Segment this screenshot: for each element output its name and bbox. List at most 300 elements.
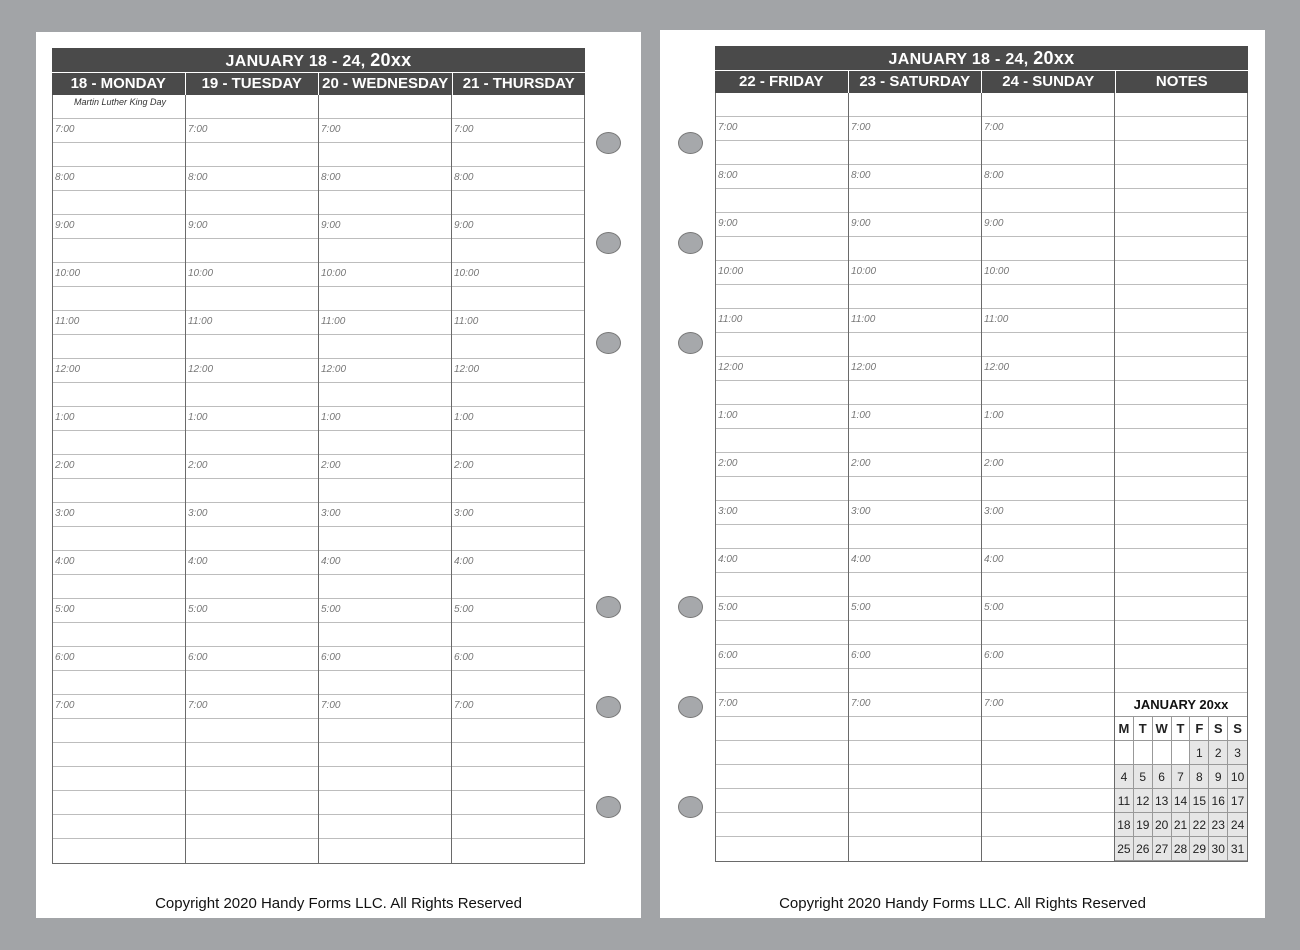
half-slot (849, 813, 981, 837)
half-slot (186, 575, 318, 599)
half-slot (982, 141, 1114, 165)
day-column (716, 93, 848, 861)
half-slot (452, 479, 584, 503)
holiday-cell: Martin Luther King Day (53, 95, 185, 119)
half-slot (716, 813, 848, 837)
half-slot (982, 741, 1114, 765)
half-slot (452, 671, 584, 695)
time-slot: 2:00 (186, 455, 318, 479)
binder-hole (678, 232, 703, 254)
calendar-day: 2 (1209, 741, 1228, 765)
binder-hole (596, 796, 621, 818)
time-slot: 7:00 (982, 117, 1114, 141)
half-slot (1115, 189, 1247, 213)
half-slot (849, 141, 981, 165)
mini-calendar (1115, 694, 1247, 861)
time-slot: 8:00 (319, 167, 451, 191)
half-slot (53, 335, 185, 359)
holiday-cell (716, 93, 848, 117)
time-slot: 12:00 (452, 359, 584, 383)
half-slot (53, 791, 185, 815)
day-column (451, 95, 584, 863)
half-slot (186, 767, 318, 791)
calendar-day: 27 (1153, 837, 1172, 861)
half-slot (319, 431, 451, 455)
calendar-day: 30 (1209, 837, 1228, 861)
half-slot (452, 527, 584, 551)
holiday-cell (849, 93, 981, 117)
calendar-day: 16 (1209, 789, 1228, 813)
half-slot (452, 743, 584, 767)
half-slot (1115, 381, 1247, 405)
half-slot (53, 839, 185, 863)
half-slot (186, 383, 318, 407)
half-slot (53, 575, 185, 599)
half-slot (1115, 405, 1247, 429)
time-slot: 12:00 (716, 357, 848, 381)
time-slot: 3:00 (319, 503, 451, 527)
binder-hole (678, 796, 703, 818)
half-slot (716, 621, 848, 645)
half-slot (849, 837, 981, 861)
half-slot (186, 527, 318, 551)
half-slot (452, 143, 584, 167)
time-slot: 7:00 (319, 119, 451, 143)
calendar-day: 14 (1172, 789, 1191, 813)
time-slot: 12:00 (982, 357, 1114, 381)
half-slot (452, 335, 584, 359)
time-slot: 6:00 (452, 647, 584, 671)
calendar-day: 12 (1134, 789, 1153, 813)
time-slot: 7:00 (53, 119, 185, 143)
half-slot (982, 621, 1114, 645)
day-columns (52, 95, 585, 864)
half-slot (849, 789, 981, 813)
half-slot (849, 573, 981, 597)
calendar-day: 26 (1134, 837, 1153, 861)
week-range: JANUARY 18 - 24, (888, 51, 1029, 68)
week-title (52, 48, 585, 72)
half-slot (982, 237, 1114, 261)
time-slot: 11:00 (319, 311, 451, 335)
half-slot (319, 839, 451, 863)
half-slot (982, 765, 1114, 789)
half-slot (716, 525, 848, 549)
time-slot: 4:00 (716, 549, 848, 573)
half-slot (982, 477, 1114, 501)
half-slot (982, 381, 1114, 405)
day-column (848, 93, 981, 861)
half-slot (319, 623, 451, 647)
day-column (53, 95, 185, 863)
binder-hole (678, 332, 703, 354)
calendar-day: 19 (1134, 813, 1153, 837)
weekday-label: F (1190, 717, 1209, 741)
half-slot (1115, 357, 1247, 381)
half-slot (849, 621, 981, 645)
binder-hole (678, 132, 703, 154)
time-slot: 7:00 (849, 693, 981, 717)
time-slot: 7:00 (319, 695, 451, 719)
weekday-label: T (1172, 717, 1191, 741)
half-slot (716, 333, 848, 357)
half-slot (1115, 501, 1247, 525)
time-slot: 11:00 (186, 311, 318, 335)
holiday-cell (319, 95, 451, 119)
time-slot: 7:00 (716, 117, 848, 141)
time-slot: 5:00 (716, 597, 848, 621)
time-slot: 6:00 (53, 647, 185, 671)
half-slot (982, 429, 1114, 453)
calendar-day: 22 (1190, 813, 1209, 837)
half-slot (319, 743, 451, 767)
calendar-day (1134, 741, 1153, 765)
time-slot: 11:00 (716, 309, 848, 333)
half-slot (1115, 141, 1247, 165)
half-slot (53, 383, 185, 407)
half-slot (319, 335, 451, 359)
half-slot (186, 335, 318, 359)
half-slot (982, 573, 1114, 597)
half-slot (716, 573, 848, 597)
time-slot: 10:00 (53, 263, 185, 287)
binder-hole (596, 132, 621, 154)
calendar-day: 21 (1172, 813, 1191, 837)
time-slot: 3:00 (849, 501, 981, 525)
time-slot: 12:00 (849, 357, 981, 381)
half-slot (716, 429, 848, 453)
half-slot (53, 479, 185, 503)
half-slot (452, 431, 584, 455)
half-slot (982, 333, 1114, 357)
time-slot: 12:00 (319, 359, 451, 383)
half-slot (849, 741, 981, 765)
weekday-label: T (1134, 717, 1153, 741)
half-slot (452, 791, 584, 815)
time-slot: 6:00 (186, 647, 318, 671)
half-slot (1115, 573, 1247, 597)
day-header: 18 - MONDAY (52, 73, 185, 95)
half-slot (1115, 645, 1247, 669)
half-slot (1115, 453, 1247, 477)
time-slot: 3:00 (716, 501, 848, 525)
half-slot (716, 717, 848, 741)
day-column (981, 93, 1114, 861)
time-slot: 10:00 (982, 261, 1114, 285)
half-slot (53, 287, 185, 311)
half-slot (319, 191, 451, 215)
calendar-day: 18 (1115, 813, 1134, 837)
half-slot (319, 479, 451, 503)
half-slot (849, 429, 981, 453)
week-year: 20xx (370, 50, 412, 70)
half-slot (186, 815, 318, 839)
mini-calendar-grid (1115, 716, 1247, 861)
half-slot (319, 287, 451, 311)
binder-hole (596, 332, 621, 354)
holiday-cell (982, 93, 1114, 117)
half-slot (716, 837, 848, 861)
calendar-day: 28 (1172, 837, 1191, 861)
day-columns (715, 93, 1248, 862)
calendar-day: 17 (1228, 789, 1247, 813)
half-slot (849, 189, 981, 213)
half-slot (186, 191, 318, 215)
calendar-day: 23 (1209, 813, 1228, 837)
time-slot: 7:00 (186, 119, 318, 143)
day-header-row (52, 73, 585, 95)
calendar-day (1172, 741, 1191, 765)
time-slot: 7:00 (716, 693, 848, 717)
half-slot (982, 789, 1114, 813)
time-slot: 5:00 (452, 599, 584, 623)
half-slot (849, 765, 981, 789)
time-slot: 2:00 (849, 453, 981, 477)
calendar-day: 3 (1228, 741, 1247, 765)
time-slot: 9:00 (53, 215, 185, 239)
time-slot: 9:00 (716, 213, 848, 237)
half-slot (1115, 261, 1247, 285)
day-header: 24 - SUNDAY (981, 71, 1115, 93)
time-slot: 10:00 (716, 261, 848, 285)
week-title (715, 46, 1248, 70)
half-slot (319, 815, 451, 839)
half-slot (1115, 621, 1247, 645)
time-slot: 8:00 (186, 167, 318, 191)
half-slot (1115, 213, 1247, 237)
half-slot (849, 381, 981, 405)
time-slot: 4:00 (319, 551, 451, 575)
time-slot: 11:00 (982, 309, 1114, 333)
time-slot: 12:00 (186, 359, 318, 383)
calendar-day: 10 (1228, 765, 1247, 789)
half-slot (849, 477, 981, 501)
time-slot: 9:00 (186, 215, 318, 239)
calendar-day: 1 (1190, 741, 1209, 765)
time-slot: 9:00 (319, 215, 451, 239)
half-slot (186, 743, 318, 767)
time-slot: 12:00 (53, 359, 185, 383)
time-slot: 3:00 (186, 503, 318, 527)
half-slot (319, 143, 451, 167)
time-slot: 3:00 (452, 503, 584, 527)
day-header: 19 - TUESDAY (185, 73, 319, 95)
time-slot: 10:00 (186, 263, 318, 287)
half-slot (716, 669, 848, 693)
half-slot (53, 191, 185, 215)
calendar-day: 11 (1115, 789, 1134, 813)
half-slot (982, 837, 1114, 861)
half-slot (186, 839, 318, 863)
half-slot (186, 479, 318, 503)
time-slot: 7:00 (452, 119, 584, 143)
binder-hole (596, 696, 621, 718)
time-slot: 1:00 (186, 407, 318, 431)
weekday-label: W (1153, 717, 1172, 741)
copyright-text: Copyright 2020 Handy Forms LLC. All Rights Reserved (155, 895, 522, 912)
time-slot: 4:00 (186, 551, 318, 575)
half-slot (319, 239, 451, 263)
half-slot (319, 575, 451, 599)
right-week-grid (715, 46, 1248, 862)
half-slot (53, 431, 185, 455)
half-slot (452, 623, 584, 647)
day-header: 23 - SATURDAY (848, 71, 982, 93)
time-slot: 10:00 (319, 263, 451, 287)
half-slot (849, 285, 981, 309)
left-week-grid (52, 48, 585, 864)
half-slot (319, 383, 451, 407)
half-slot (716, 237, 848, 261)
holiday-cell (452, 95, 584, 119)
half-slot (452, 383, 584, 407)
time-slot: 8:00 (53, 167, 185, 191)
mini-calendar-title: JANUARY 20xx (1133, 697, 1229, 712)
half-slot (1115, 309, 1247, 333)
day-header-row (715, 71, 1248, 93)
right-page (660, 30, 1265, 918)
half-slot (452, 575, 584, 599)
half-slot (186, 239, 318, 263)
half-slot (319, 527, 451, 551)
half-slot (452, 839, 584, 863)
half-slot (452, 287, 584, 311)
time-slot: 8:00 (452, 167, 584, 191)
time-slot: 7:00 (849, 117, 981, 141)
copyright-text: Copyright 2020 Handy Forms LLC. All Rights Reserved (779, 895, 1146, 912)
half-slot (452, 239, 584, 263)
calendar-day: 5 (1134, 765, 1153, 789)
half-slot (186, 671, 318, 695)
calendar-day: 29 (1190, 837, 1209, 861)
half-slot (1115, 333, 1247, 357)
time-slot: 8:00 (982, 165, 1114, 189)
half-slot (849, 669, 981, 693)
weekday-label: S (1228, 717, 1247, 741)
half-slot (716, 285, 848, 309)
half-slot (849, 333, 981, 357)
binder-hole (678, 596, 703, 618)
half-slot (186, 623, 318, 647)
calendar-day: 24 (1228, 813, 1247, 837)
week-range: JANUARY 18 - 24, (225, 53, 366, 70)
time-slot: 10:00 (452, 263, 584, 287)
calendar-day: 20 (1153, 813, 1172, 837)
half-slot (186, 719, 318, 743)
calendar-day: 9 (1209, 765, 1228, 789)
half-slot (716, 765, 848, 789)
half-slot (186, 143, 318, 167)
time-slot: 11:00 (849, 309, 981, 333)
time-slot: 9:00 (452, 215, 584, 239)
half-slot (53, 767, 185, 791)
time-slot: 5:00 (849, 597, 981, 621)
half-slot (319, 791, 451, 815)
half-slot (53, 143, 185, 167)
day-header: 22 - FRIDAY (715, 71, 848, 93)
time-slot: 1:00 (319, 407, 451, 431)
half-slot (319, 719, 451, 743)
time-slot: 10:00 (849, 261, 981, 285)
time-slot: 5:00 (186, 599, 318, 623)
notes-header: NOTES (1115, 71, 1249, 93)
half-slot (1115, 525, 1247, 549)
time-slot: 7:00 (982, 693, 1114, 717)
half-slot (982, 669, 1114, 693)
weekday-label: S (1209, 717, 1228, 741)
calendar-day: 8 (1190, 765, 1209, 789)
time-slot: 4:00 (53, 551, 185, 575)
half-slot (53, 719, 185, 743)
time-slot: 3:00 (982, 501, 1114, 525)
time-slot: 7:00 (186, 695, 318, 719)
calendar-day (1115, 741, 1134, 765)
half-slot (186, 791, 318, 815)
time-slot: 8:00 (716, 165, 848, 189)
half-slot (1115, 549, 1247, 573)
half-slot (1115, 597, 1247, 621)
time-slot: 6:00 (319, 647, 451, 671)
holiday-cell (1115, 93, 1247, 117)
binder-hole (596, 232, 621, 254)
time-slot: 6:00 (982, 645, 1114, 669)
left-page (36, 32, 641, 918)
half-slot (716, 141, 848, 165)
half-slot (53, 815, 185, 839)
time-slot: 4:00 (452, 551, 584, 575)
time-slot: 5:00 (53, 599, 185, 623)
holiday-cell (186, 95, 318, 119)
time-slot: 2:00 (319, 455, 451, 479)
half-slot (716, 477, 848, 501)
half-slot (452, 719, 584, 743)
time-slot: 2:00 (982, 453, 1114, 477)
time-slot: 1:00 (716, 405, 848, 429)
half-slot (1115, 669, 1247, 693)
time-slot: 2:00 (716, 453, 848, 477)
half-slot (53, 527, 185, 551)
half-slot (1115, 429, 1247, 453)
time-slot: 8:00 (849, 165, 981, 189)
time-slot: 5:00 (319, 599, 451, 623)
time-slot: 1:00 (982, 405, 1114, 429)
half-slot (452, 815, 584, 839)
time-slot: 3:00 (53, 503, 185, 527)
half-slot (716, 381, 848, 405)
half-slot (53, 623, 185, 647)
time-slot: 11:00 (53, 311, 185, 335)
half-slot (452, 767, 584, 791)
calendar-day: 31 (1228, 837, 1247, 861)
calendar-day: 25 (1115, 837, 1134, 861)
half-slot (982, 525, 1114, 549)
time-slot: 2:00 (53, 455, 185, 479)
time-slot: 4:00 (849, 549, 981, 573)
time-slot: 4:00 (982, 549, 1114, 573)
time-slot: 9:00 (849, 213, 981, 237)
half-slot (186, 431, 318, 455)
time-slot: 6:00 (716, 645, 848, 669)
half-slot (53, 239, 185, 263)
binder-hole (678, 696, 703, 718)
half-slot (716, 189, 848, 213)
half-slot (1115, 477, 1247, 501)
calendar-day: 7 (1172, 765, 1191, 789)
time-slot: 1:00 (452, 407, 584, 431)
notes-column (1114, 93, 1247, 861)
calendar-day (1153, 741, 1172, 765)
half-slot (982, 189, 1114, 213)
